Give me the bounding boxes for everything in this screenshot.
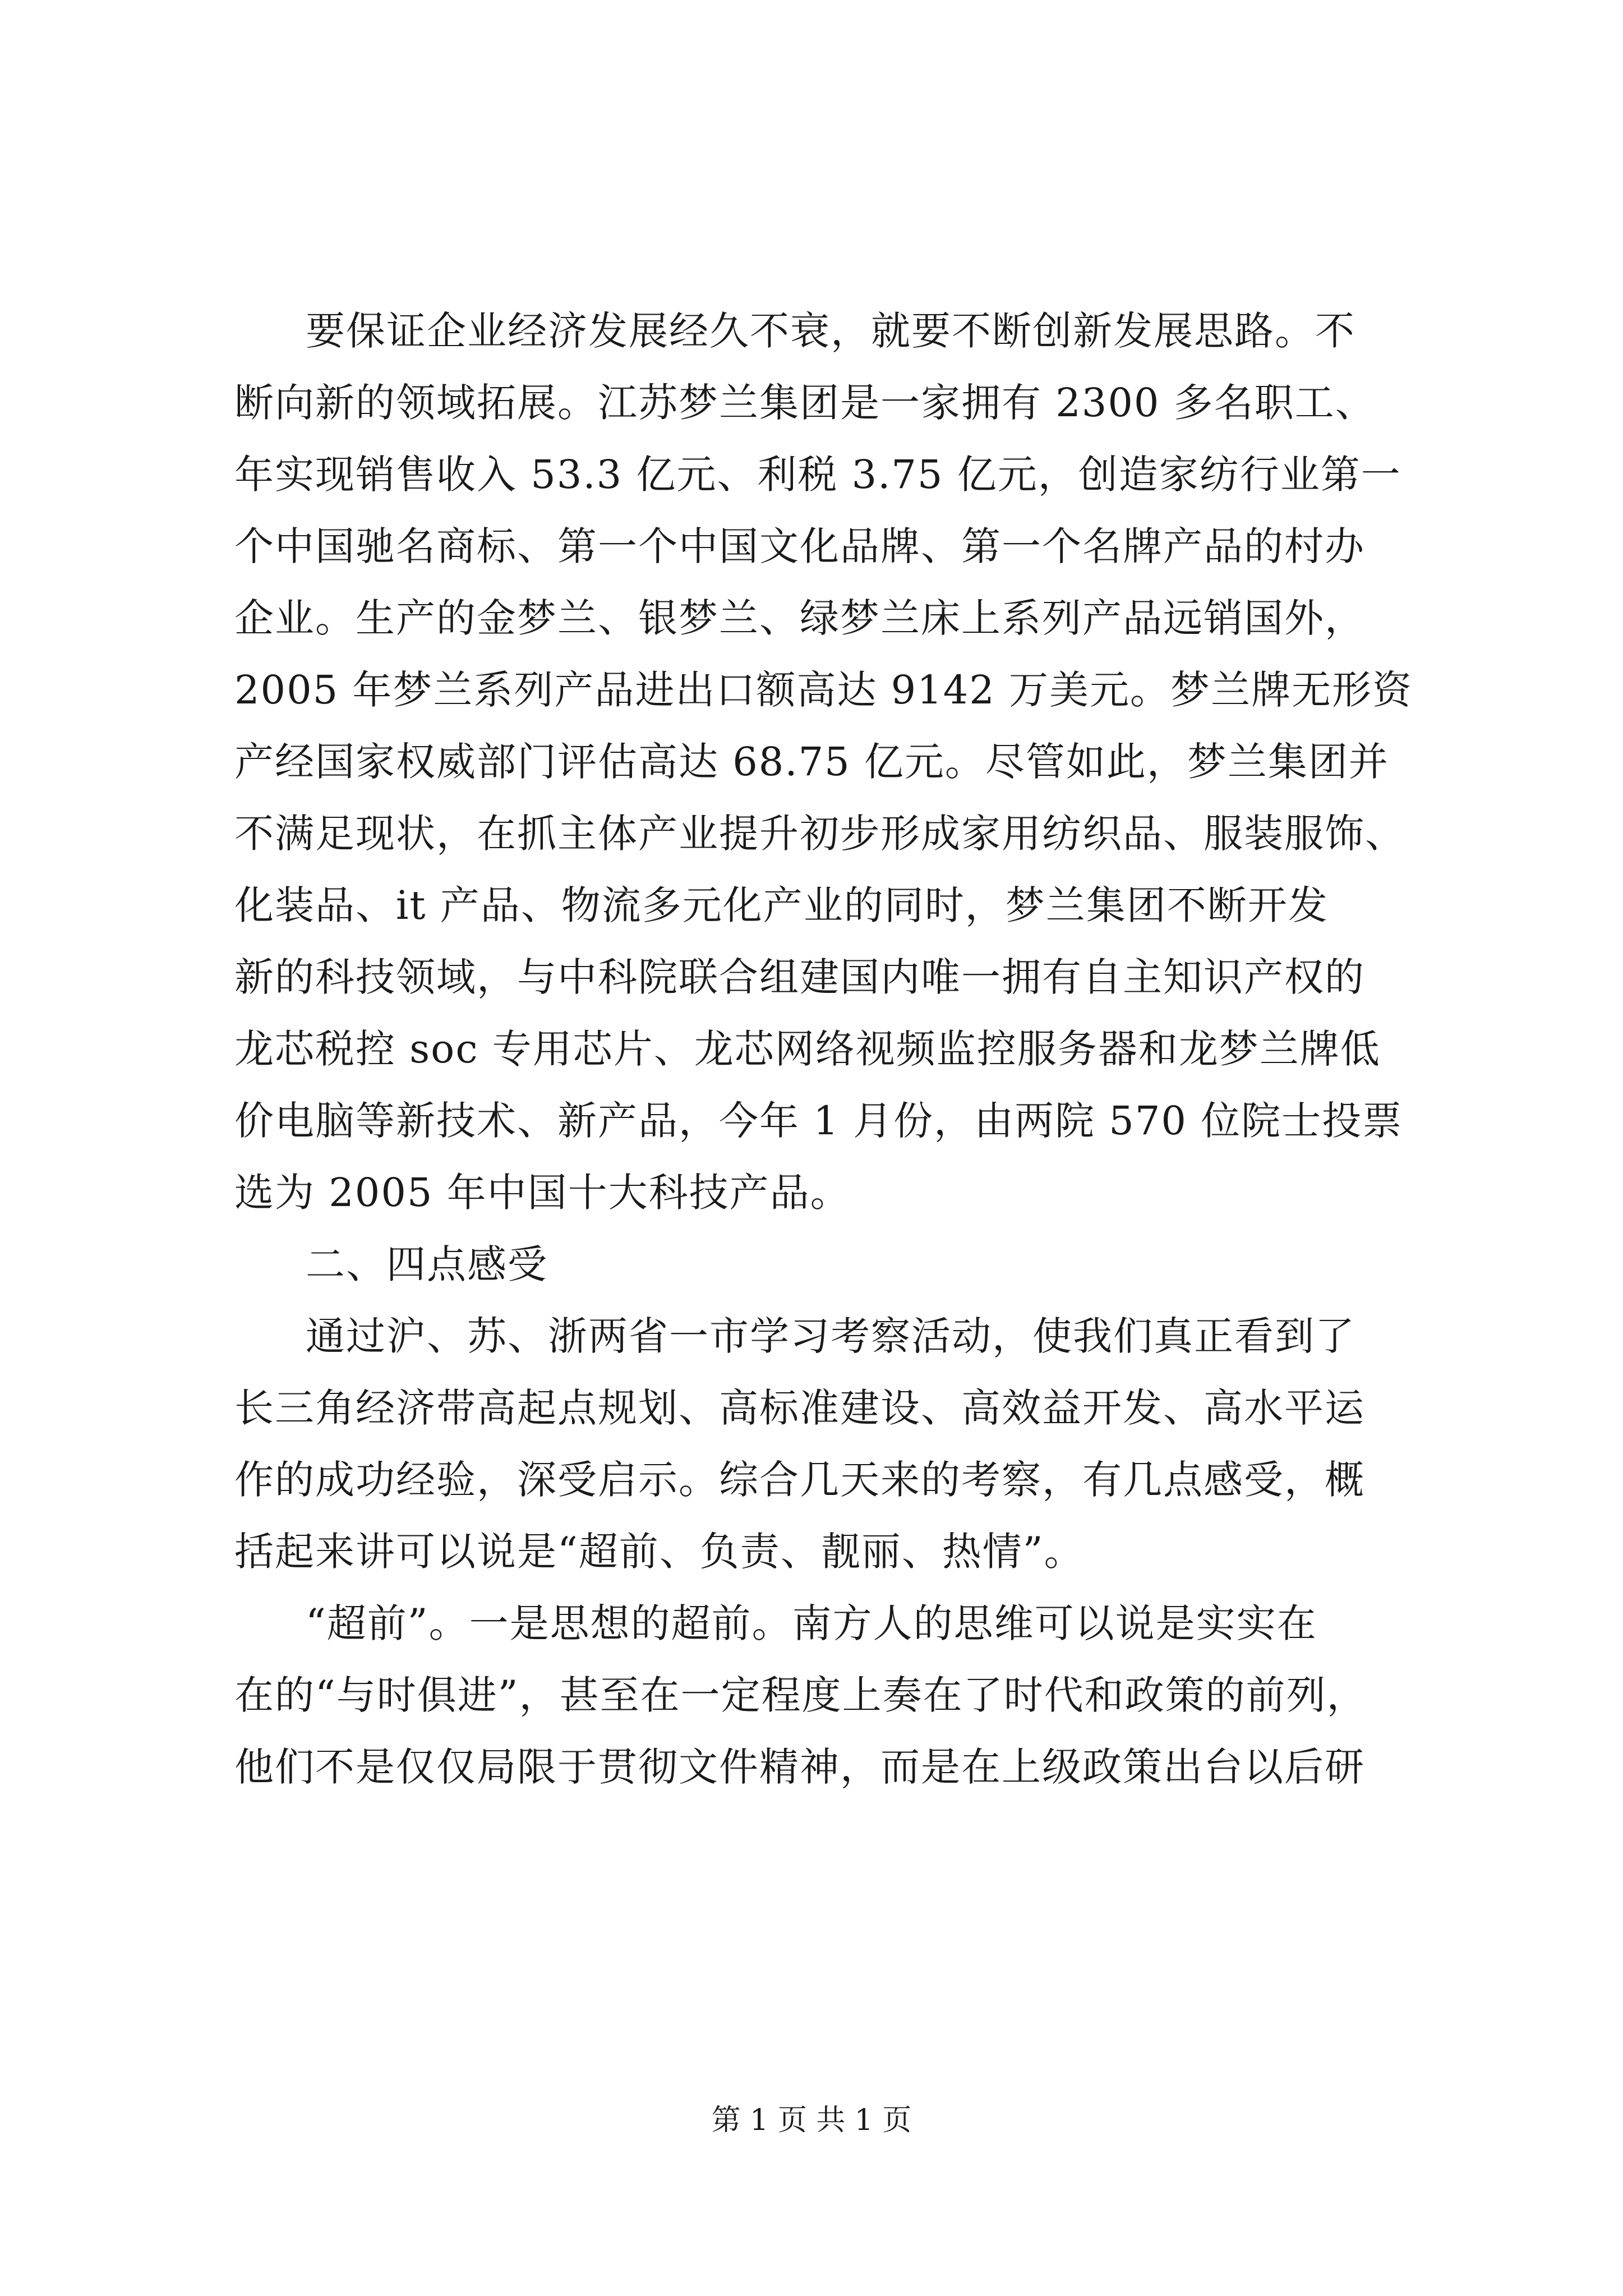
- paragraph-line-6: 2005 年梦兰系列产品进出口额高达 9142 万美元。梦兰牌无形资: [234, 667, 1413, 713]
- paragraph-line-13: 选为 2005 年中国十大科技产品。: [234, 1170, 851, 1216]
- paragraph-line-5: 企业。生产的金梦兰、银梦兰、绿梦兰床上系列产品远销国外，: [234, 595, 1365, 641]
- paragraph-line-17: 括起来讲可以说是“超前、负责、靓丽、热情”。: [234, 1529, 1085, 1575]
- paragraph-line-18: “超前”。一是思想的超前。南方人的思维可以说是实实在: [306, 1600, 1317, 1646]
- paragraph-line-8: 不满足现状，在抓主体产业提升初步形成家用纺织品、服装服饰、: [234, 811, 1405, 857]
- paragraph-line-20: 他们不是仅仅局限于贯彻文件精神，而是在上级政策出台以后研: [234, 1744, 1365, 1790]
- paragraph-line-12: 价电脑等新技术、新产品，今年 1 月份，由两院 570 位院士投票: [234, 1098, 1403, 1144]
- paragraph-line-11: 龙芯税控 soc 专用芯片、龙芯网络视频监控服务器和龙梦兰牌低: [234, 1026, 1381, 1072]
- paragraph-line-1: 要保证企业经济发展经久不衰，就要不断创新发展思路。不: [306, 308, 1355, 354]
- paragraph-line-9: 化装品、it 产品、物流多元化产业的同时，梦兰集团不断开发: [234, 882, 1329, 928]
- paragraph-line-2: 断向新的领域拓展。江苏梦兰集团是一家拥有 2300 多名职工、: [234, 380, 1376, 426]
- paragraph-line-19: 在的“与时俱进”，甚至在一定程度上奏在了时代和政策的前列，: [234, 1672, 1367, 1718]
- page-footer: 第 1 页 共 1 页: [711, 2104, 912, 2137]
- paragraph-line-3: 年实现销售收入 53.3 亿元、利税 3.75 亿元，创造家纺行业第一: [234, 452, 1401, 498]
- paragraph-line-15: 长三角经济带高起点规划、高标准建设、高效益开发、高水平运: [234, 1385, 1365, 1431]
- paragraph-line-14: 通过沪、苏、浙两省一市学习考察活动，使我们真正看到了: [306, 1313, 1355, 1359]
- paragraph-line-16: 作的成功经验，深受启示。综合几天来的考察，有几点感受，概: [234, 1457, 1365, 1503]
- section-heading: 二、四点感受: [306, 1241, 548, 1287]
- paragraph-line-7: 产经国家权威部门评估高达 68.75 亿元。尽管如此，梦兰集团并: [234, 739, 1389, 785]
- paragraph-line-10: 新的科技领域，与中科院联合组建国内唯一拥有自主知识产权的: [234, 954, 1365, 1000]
- paragraph-line-4: 个中国驰名商标、第一个中国文化品牌、第一个名牌产品的村办: [234, 523, 1365, 569]
